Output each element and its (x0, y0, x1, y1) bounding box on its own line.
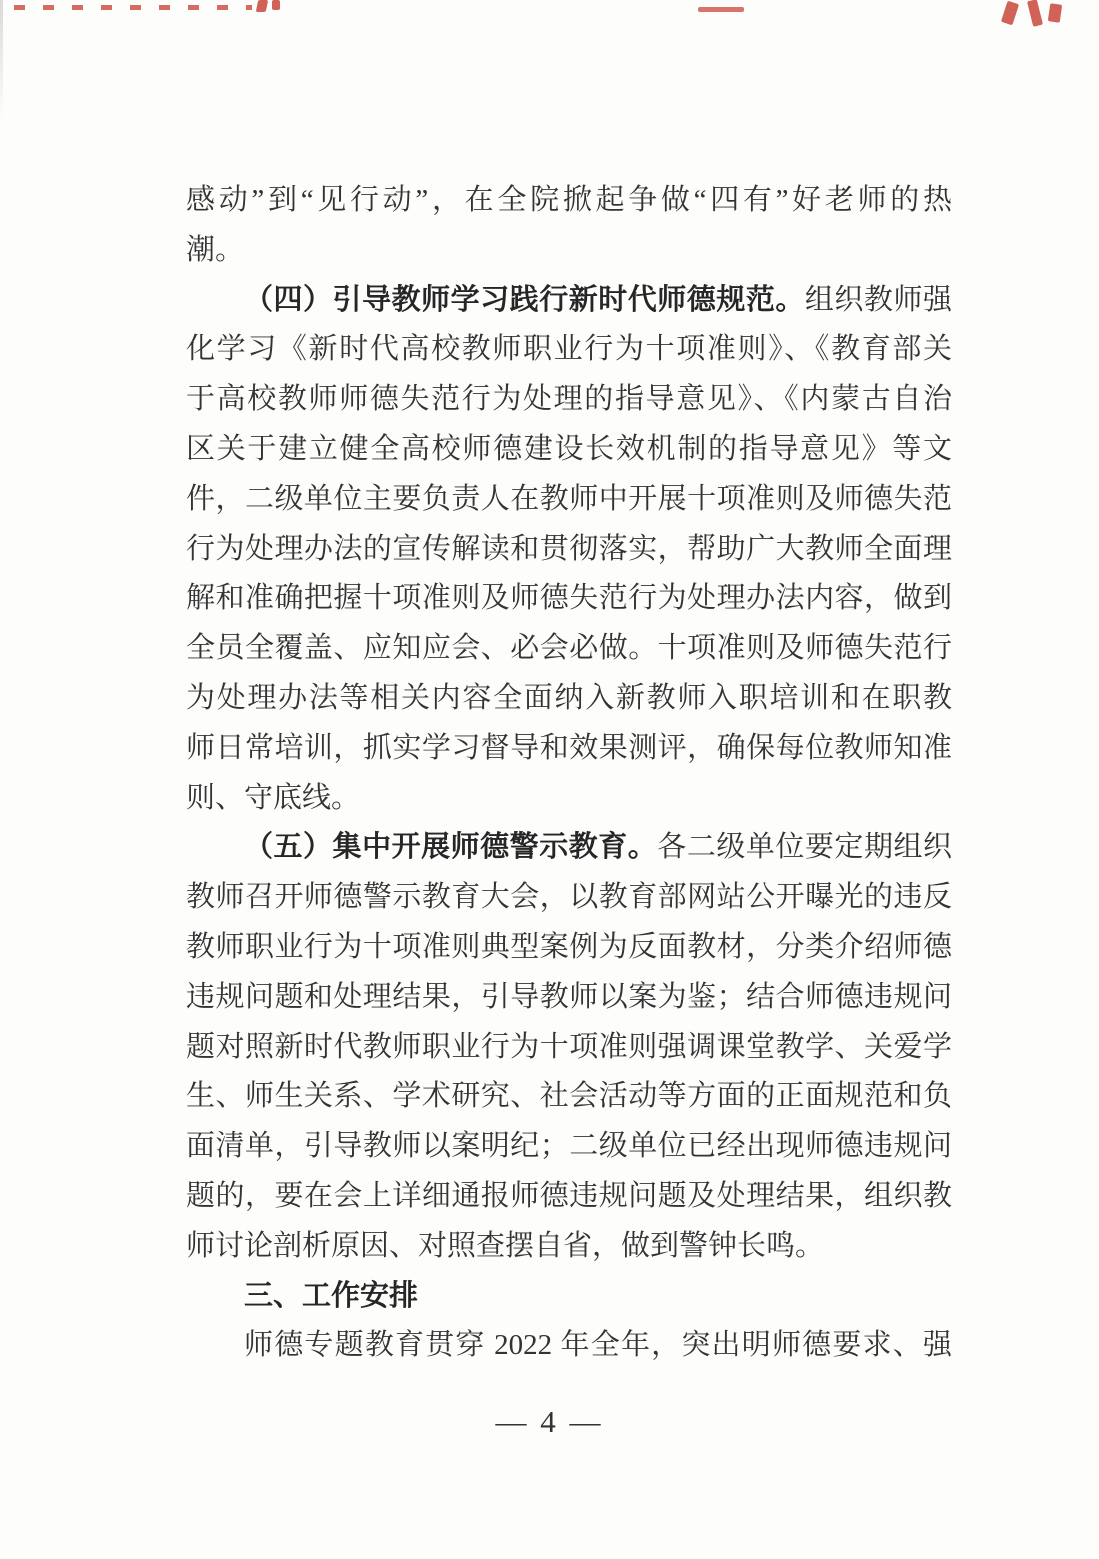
paragraph-line: 区关于建立健全高校师德建设长效机制的指导意见》等文 (186, 432, 952, 465)
paragraph-line: 生、师生关系、学术研究、社会活动等方面的正面规范和负 (186, 1080, 952, 1113)
red-scan-artifact-dashes (14, 5, 252, 10)
section-heading-5: （五）集中开展师德警示教育。 (244, 831, 658, 864)
paragraph-line: 面清单，引导教师以案明纪；二级单位已经出现师德违规问 (186, 1130, 952, 1163)
paragraph-line: 解和准确把握十项准则及师德失范行为处理办法内容，做到 (186, 582, 952, 615)
paragraph-line: 行为处理办法的宣传解读和贯彻落实，帮助广大教师全面理 (186, 532, 952, 565)
paragraph-line: 潮。 (186, 233, 245, 266)
paragraph-line: 师德专题教育贯穿 2022 年全年，突出明师德要求、强 (244, 1329, 952, 1362)
document-body (186, 176, 952, 1371)
paragraph-line: 题的，要在会上详细通报师德违规问题及处理结果，组织教 (186, 1179, 952, 1212)
paragraph-line: 为处理办法等相关内容全面纳入新教师入职培训和在职教 (186, 681, 952, 714)
paragraph-line: 感动”到“见行动”，在全院掀起争做“四有”好老师的热 (186, 184, 952, 216)
paragraph-line: 师日常培训，抓实学习督导和效果测评，确保每位教师知准 (186, 731, 952, 764)
paragraph-line (186, 276, 952, 326)
paragraph-line: 则、守底线。 (186, 781, 361, 814)
paragraph-line: 教师职业行为十项准则典型案例为反面教材，分类介绍师德 (186, 930, 952, 963)
paragraph-line (186, 823, 952, 873)
paragraph-line: 全员全覆盖、应知应会、必会必做。十项准则及师德失范行 (186, 632, 952, 665)
paragraph-line: 违规问题和处理结果，引导教师以案为鉴；结合师德违规问 (186, 980, 952, 1013)
red-scan-artifact-fragment (1027, 0, 1043, 27)
scan-edge-shadow (0, 0, 3, 120)
paragraph-line: 教师召开师德警示教育大会，以教育部网站公开曝光的违反 (186, 881, 952, 914)
red-scan-artifact-fragment (1001, 1, 1019, 26)
red-scan-artifact-dash (698, 7, 744, 12)
paragraph-text: 各二级单位要定期组织 (657, 831, 952, 864)
paragraph-text: 组织教师强 (804, 283, 952, 316)
paragraph-line: 化学习《新时代高校教师职业行为十项准则》、《教育部关 (186, 333, 952, 366)
paragraph-line: 于高校教师师德失范行为处理的指导意见》、《内蒙古自治 (186, 383, 952, 416)
paragraph-line: 题对照新时代教师职业行为十项准则强调课堂教学、关爱学 (186, 1030, 952, 1063)
red-scan-artifact-fragment (256, 0, 269, 12)
page-number: — 4 — (495, 1404, 604, 1439)
red-scan-artifact-fragment (272, 0, 280, 10)
paragraph-line: 师讨论剖析原因、对照查摆自省，做到警钟长鸣。 (186, 1229, 825, 1262)
red-scan-artifact-fragment (1048, 3, 1062, 22)
section-heading-4: （四）引导教师学习践行新时代师德规范。 (244, 283, 805, 316)
section-heading-3-work-plan: 三、工作安排 (244, 1279, 419, 1312)
paragraph-line: 件，二级单位主要负责人在教师中开展十项准则及师德失范 (186, 482, 952, 515)
